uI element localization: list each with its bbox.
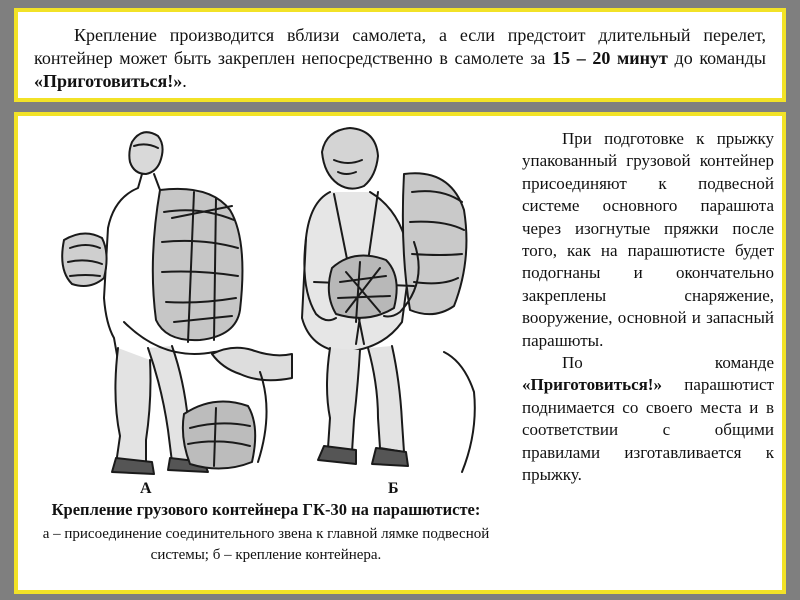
- figure-caption: [24, 500, 508, 566]
- intro-paragraph: [34, 24, 766, 93]
- instructions-paragraph-2: [522, 352, 774, 486]
- intro-text-box: [14, 8, 786, 102]
- figure-label-a: А: [140, 480, 152, 497]
- intro-text-3: .: [182, 71, 187, 91]
- instructions-paragraph-1: При подготовке к прыжку упакованный грузовой контейнер присоединяют к подвесной системе основного парашюта через изогнутые пряжки после того, как на парашютисте будет подогнаны и окончательно закреплены снаряжение, вооружение, основной и запасный парашюты.: [522, 129, 774, 350]
- caption-body: а – присоединение соединительного звена к главной лямке подвесной системы; б – крепление контейнера.: [42, 526, 490, 563]
- instructions-p2-text-2: парашютист поднимается со своего места и в соответствии с общими правилами изготавливается к прыжку.: [522, 375, 774, 485]
- parachutist-illustration-a: [44, 122, 294, 478]
- main-content-box: [14, 112, 786, 594]
- caption-title: Крепление грузового контейнера ГК-30 на парашютисте:: [51, 500, 481, 519]
- intro-time-bold: 15 – 20 минут: [552, 48, 668, 68]
- figure-label-b: Б: [388, 480, 399, 497]
- intro-command-bold: «Приготовиться!»: [34, 71, 183, 91]
- instructions-text: [522, 128, 774, 487]
- intro-text-2: до команды: [667, 48, 766, 68]
- instructions-command-bold: «Приготовиться!»: [522, 375, 662, 395]
- instructions-p2-text-1: По команде: [562, 353, 774, 373]
- parachutist-illustration-b: [294, 122, 484, 478]
- intro-text-1: Крепление производится вблизи самолета, а если предстоит длительный перелет, контейнер может быть закреплен непосредственно в самолете за: [34, 25, 766, 68]
